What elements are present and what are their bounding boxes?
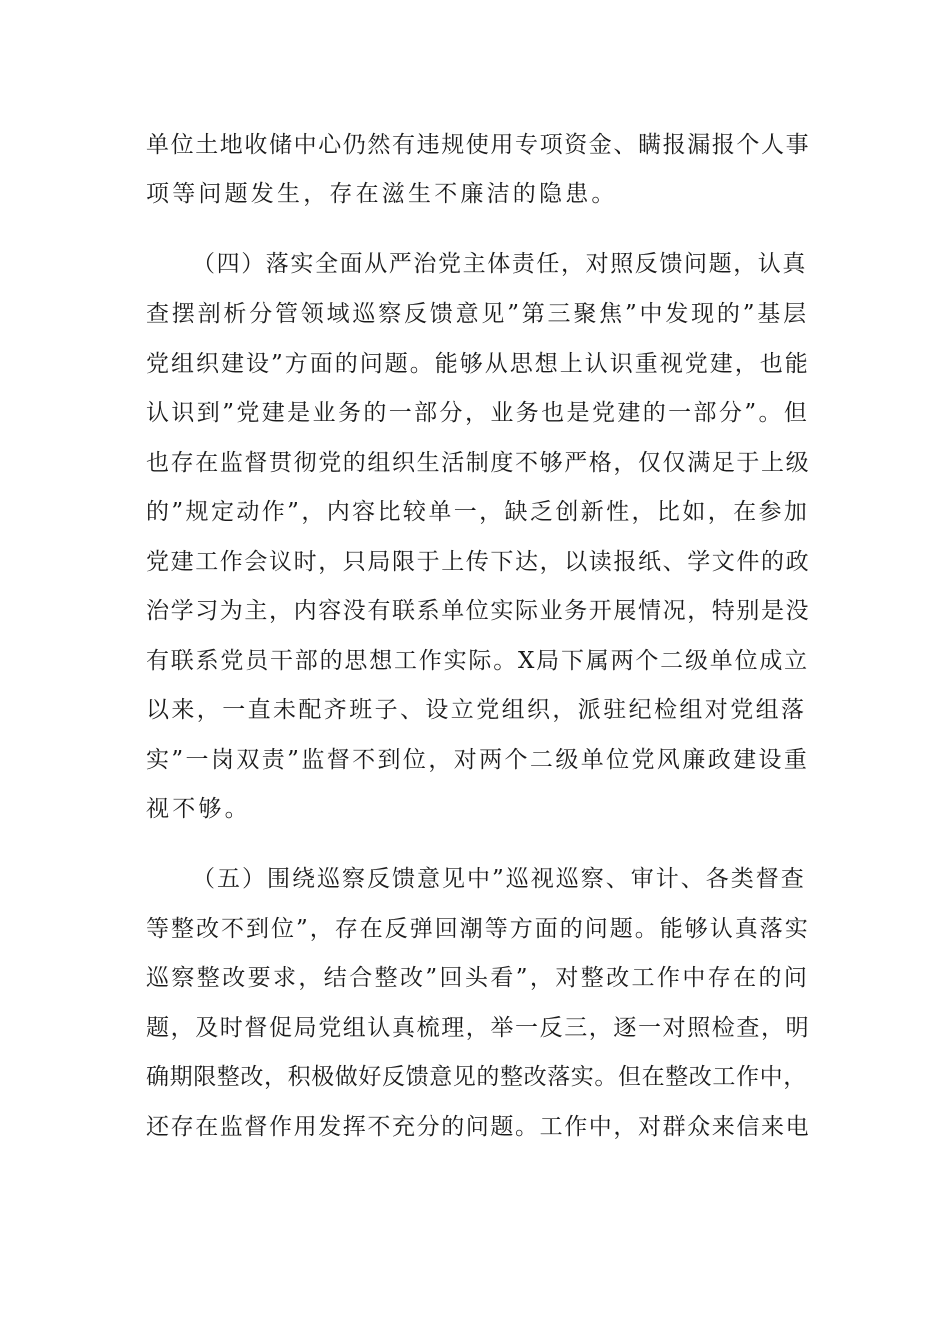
text-line: 实”一岗双责”监督不到位，对两个二级单位党风廉政建设重 bbox=[146, 747, 810, 773]
text-line: 等整改不到位”，存在反弹回潮等方面的问题。能够认真落实 bbox=[146, 916, 810, 942]
text-line: 查摆剖析分管领域巡察反馈意见”第三聚焦”中发现的”基层 bbox=[146, 301, 809, 327]
text-line: 还存在监督作用发挥不充分的问题。工作中，对群众来信来电 bbox=[146, 1114, 811, 1140]
text-line: 项等问题发生，存在滋生不廉洁的隐患。 bbox=[146, 181, 618, 207]
text-line: 单位土地收储中心仍然有违规使用专项资金、瞒报漏报个人事 bbox=[146, 132, 811, 158]
section-five-heading-line: （五）围绕巡察反馈意见中”巡视巡察、审计、各类督查 bbox=[192, 866, 806, 892]
text-line: 以来，一直未配齐班子、设立党组织，派驻纪检组对党组落 bbox=[146, 697, 807, 723]
text-line: 巡察整改要求，结合整改”回头看”，对整改工作中存在的问 bbox=[146, 965, 810, 991]
text-line: 治学习为主，内容没有联系单位实际业务开展情况，特别是没 bbox=[146, 598, 811, 624]
text-line: 确期限整改，积极做好反馈意见的整改落实。但在整改工作中， bbox=[146, 1064, 807, 1090]
section-four-heading-line: （四）落实全面从严治党主体责任，对照反馈问题，认真 bbox=[192, 251, 807, 277]
text-line: 认识到”党建是业务的一部分，业务也是党建的一部分”。但 bbox=[146, 400, 810, 426]
text-line: 有联系党员干部的思想工作实际。X局下属两个二级单位成立 bbox=[146, 648, 809, 674]
text-line: 也存在监督贯彻党的组织生活制度不够严格，仅仅满足于上级 bbox=[146, 450, 811, 476]
text-line: 题，及时督促局党组认真梳理，举一反三，逐一对照检查，明 bbox=[146, 1015, 811, 1041]
text-line: 视不够。 bbox=[146, 796, 251, 822]
text-line: 的”规定动作”，内容比较单一，缺乏创新性，比如，在参加 bbox=[146, 499, 810, 525]
text-line: 党组织建设”方面的问题。能够从思想上认识重视党建，也能 bbox=[146, 351, 810, 377]
text-line: 党建工作会议时，只局限于上传下达，以读报纸、学文件的政 bbox=[146, 549, 811, 575]
